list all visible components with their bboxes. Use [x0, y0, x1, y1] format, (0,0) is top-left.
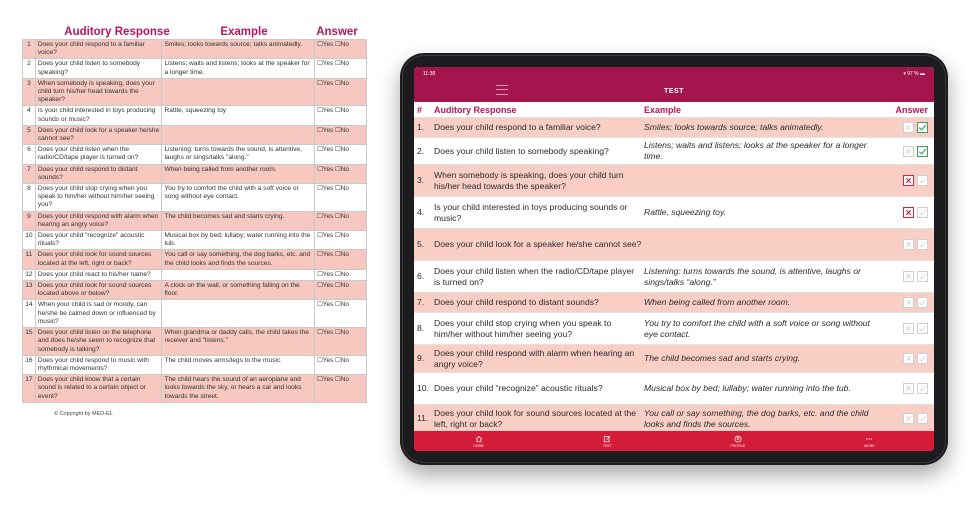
- paper-row: [23, 78, 367, 106]
- paper-row-answer: ☐Yes ☐No: [315, 211, 367, 230]
- column-headers: [414, 102, 934, 118]
- paper-row-example: [162, 300, 315, 328]
- question-number: 11.: [417, 413, 429, 423]
- paper-row-question: Does your child respond to distant sounds?: [35, 164, 162, 183]
- paper-row-num: 9: [23, 211, 36, 230]
- question-row: [414, 138, 934, 165]
- paper-row-example: [162, 125, 315, 144]
- paper-header: [22, 22, 367, 38]
- example-text: You call or say something, the dog barks, etc. and the child looks and finds the sources.: [644, 407, 869, 429]
- question-text: Is your child interested in toys producing sounds or music?: [434, 201, 628, 223]
- question-row: [414, 345, 934, 373]
- question-number: 1.: [417, 122, 425, 132]
- answer-controls: [880, 353, 934, 364]
- question-list[interactable]: [414, 118, 934, 431]
- yes-checkbox-icon[interactable]: [917, 122, 928, 133]
- no-checkbox-icon[interactable]: [903, 175, 914, 186]
- yes-checkbox-icon[interactable]: [917, 271, 928, 282]
- paper-row-answer: ☐Yes ☐No: [315, 59, 367, 78]
- answer-controls: [880, 239, 934, 250]
- no-checkbox-icon[interactable]: [903, 323, 914, 334]
- paper-row: [23, 355, 367, 374]
- question-row: [414, 118, 934, 138]
- paper-row-answer: ☐Yes ☐No: [315, 281, 367, 300]
- paper-row: [23, 106, 367, 125]
- answer-controls: [880, 323, 934, 334]
- paper-row-num: 14: [23, 300, 36, 328]
- example-text: Rattle, squeezing toy.: [644, 207, 727, 217]
- paper-row-example: The child becomes sad and starts crying.: [162, 211, 315, 230]
- no-checkbox-icon[interactable]: [903, 271, 914, 282]
- question-row: [414, 405, 934, 431]
- question-number: 9.: [417, 353, 425, 363]
- paper-row: [23, 125, 367, 144]
- paper-row-answer: ☐Yes ☐No: [315, 106, 367, 125]
- paper-row: [23, 231, 367, 250]
- question-text: Does your child respond to a familiar voice?: [434, 122, 601, 132]
- answer-controls: [880, 271, 934, 282]
- header-answer: Answer: [895, 104, 928, 115]
- paper-row-num: 6: [23, 145, 36, 164]
- paper-row-answer: ☐Yes ☐No: [315, 40, 367, 59]
- question-text: Does your child look for a speaker he/she cannot see?: [434, 239, 642, 249]
- paper-row-num: 3: [23, 78, 36, 106]
- paper-row-num: 5: [23, 125, 36, 144]
- paper-row-question: When somebody is speaking, does your child turn his/her head towards the speaker?: [35, 78, 162, 106]
- no-checkbox-icon[interactable]: [903, 207, 914, 218]
- paper-row: [23, 269, 367, 280]
- header-question: Auditory Response: [434, 104, 517, 115]
- more-icon: [865, 435, 873, 444]
- paper-row-question: Does your child listen to somebody speaking?: [35, 59, 162, 78]
- nav-label: HOME: [473, 443, 484, 448]
- example-text: Musical box by bed; lullaby; water running into the tub.: [644, 383, 851, 393]
- home-icon: [475, 435, 483, 444]
- paper-row: [23, 164, 367, 183]
- example-text: When being called from another room.: [644, 297, 791, 307]
- yes-checkbox-icon[interactable]: [917, 207, 928, 218]
- nav-label: MORE: [864, 443, 875, 448]
- paper-row-num: 10: [23, 231, 36, 250]
- paper-row: [23, 250, 367, 269]
- question-text: Does your child stop crying when you speak to him/her without him/her seeing you?: [434, 317, 612, 339]
- no-checkbox-icon[interactable]: [903, 239, 914, 250]
- paper-row-num: 2: [23, 59, 36, 78]
- paper-row-num: 16: [23, 355, 36, 374]
- app-bar: [414, 80, 934, 102]
- bottom-nav: [414, 431, 934, 451]
- nav-label: PROFILE: [730, 443, 746, 448]
- paper-row: [23, 375, 367, 403]
- paper-questionnaire: [22, 22, 367, 417]
- paper-row-question: Does your child react to his/her name?: [35, 269, 162, 280]
- yes-checkbox-icon[interactable]: [917, 239, 928, 250]
- app-title: TEST: [664, 87, 684, 95]
- paper-row-example: A clock on the wall, or something falling on the floor.: [162, 281, 315, 300]
- question-number: 4.: [417, 207, 425, 217]
- paper-row-example: You try to comfort the child with a soft voice or song without eye contact.: [162, 184, 315, 212]
- answer-controls: [880, 122, 934, 133]
- paper-row-question: Does your child respond with alarm when hearing an angry voice?: [35, 211, 162, 230]
- paper-row-question: Does your child respond to music with rhythmical movements?: [35, 355, 162, 374]
- nav-profile[interactable]: [730, 435, 745, 448]
- status-time: 11:38: [423, 70, 436, 77]
- example-text: [644, 243, 880, 247]
- paper-row-num: 7: [23, 164, 36, 183]
- paper-row: [23, 211, 367, 230]
- paper-row-example: [162, 78, 315, 106]
- paper-row-num: 4: [23, 106, 36, 125]
- paper-table: [22, 39, 367, 403]
- paper-row-question: Does your child respond to a familiar voice?: [35, 40, 162, 59]
- no-checkbox-icon[interactable]: [903, 353, 914, 364]
- answer-controls: [880, 207, 934, 218]
- answer-controls: [880, 175, 934, 186]
- paper-row-example: Listening: turns towards the sound, is attentive, laughs or sings/talks "along.": [162, 145, 315, 164]
- question-text: Does your child look for sound sources located at the left, right or back?: [434, 407, 637, 429]
- paper-row-answer: ☐Yes ☐No: [315, 269, 367, 280]
- example-text: [644, 179, 880, 183]
- paper-row-num: 12: [23, 269, 36, 280]
- paper-row-question: Is your child interested in toys producing sounds or music?: [35, 106, 162, 125]
- paper-row-num: 8: [23, 184, 36, 212]
- question-row: [414, 293, 934, 313]
- paper-row-question: Does your child look for a speaker he/she cannot see?: [35, 125, 162, 144]
- paper-row: [23, 184, 367, 212]
- question-number: 5.: [417, 239, 425, 249]
- paper-row-answer: ☐Yes ☐No: [315, 250, 367, 269]
- paper-row: [23, 145, 367, 164]
- paper-row-question: Does your child "recognize" acoustic rituals?: [35, 231, 162, 250]
- paper-row-question: Does your child look for sound sources located at the left, right or back?: [35, 250, 162, 269]
- paper-row-example: When being called from another room.: [162, 164, 315, 183]
- paper-header-question: Auditory Response: [64, 26, 170, 38]
- question-text: Does your child respond to distant sounds?: [434, 297, 599, 307]
- paper-row-example: The child hears the sound of an aeroplane and looks towards the sky, or hears a car and looks towards the street.: [162, 375, 315, 403]
- question-row: [414, 373, 934, 405]
- nav-home[interactable]: [473, 435, 484, 448]
- header-num: #: [417, 104, 423, 115]
- yes-checkbox-icon[interactable]: [917, 323, 928, 334]
- question-number: 3.: [417, 175, 425, 185]
- paper-row-answer: ☐Yes ☐No: [315, 300, 367, 328]
- question-row: [414, 165, 934, 197]
- status-battery: ▾ 97 % ▬: [903, 70, 925, 77]
- paper-row-answer: ☐Yes ☐No: [315, 145, 367, 164]
- yes-checkbox-icon[interactable]: [917, 297, 928, 308]
- question-text: When somebody is speaking, does your child turn his/her head towards the speaker?: [434, 169, 624, 191]
- example-text: Smiles; looks towards source; talks animatedly.: [644, 122, 824, 132]
- nav-more[interactable]: [864, 435, 875, 448]
- paper-row-num: 17: [23, 375, 36, 403]
- question-number: 10.: [417, 383, 429, 393]
- yes-checkbox-icon[interactable]: [917, 353, 928, 364]
- yes-checkbox-icon[interactable]: [917, 175, 928, 186]
- example-text: The child becomes sad and starts crying.: [644, 353, 801, 363]
- paper-row-answer: ☐Yes ☐No: [315, 375, 367, 403]
- paper-row-question: Does your child listen on the telephone and does he/she seem to recognize that somebody is talking?: [35, 328, 162, 356]
- nav-label: TEST: [602, 443, 612, 448]
- question-number: 8.: [417, 323, 425, 333]
- answer-controls: [880, 297, 934, 308]
- example-text: You try to comfort the child with a soft voice or song without eye contact.: [644, 317, 870, 339]
- paper-row-example: Smiles; looks towards source; talks animatedly.: [162, 40, 315, 59]
- edit-icon: [603, 435, 611, 444]
- tablet-device: [400, 53, 948, 465]
- profile-icon: [734, 435, 742, 444]
- paper-header-answer: Answer: [316, 26, 358, 38]
- paper-row: [23, 59, 367, 78]
- paper-row-example: You call or say something, the dog barks, etc. and the child looks and finds the sources.: [162, 250, 315, 269]
- no-checkbox-icon[interactable]: [903, 122, 914, 133]
- yes-checkbox-icon[interactable]: [917, 413, 928, 424]
- paper-row-num: 13: [23, 281, 36, 300]
- no-checkbox-icon[interactable]: [903, 383, 914, 394]
- paper-row-question: When your child is sad or moody, can he/she be calmed down or influenced by music?: [35, 300, 162, 328]
- paper-row: [23, 40, 367, 59]
- nav-test[interactable]: [603, 435, 612, 448]
- answer-controls: [880, 413, 934, 424]
- paper-row-num: 15: [23, 328, 36, 356]
- paper-row-num: 11: [23, 250, 36, 269]
- paper-row-answer: ☐Yes ☐No: [315, 78, 367, 106]
- paper-row-answer: ☐Yes ☐No: [315, 355, 367, 374]
- paper-row-example: When grandma or daddy calls, the child takes the receiver and "listens.": [162, 328, 315, 356]
- paper-row-question: Does your child listen when the radio/CD/tape player is turned on?: [35, 145, 162, 164]
- question-row: [414, 229, 934, 261]
- paper-row-example: Musical box by bed; lullaby; water running into the tub.: [162, 231, 315, 250]
- question-number: 6.: [417, 271, 425, 281]
- question-row: [414, 313, 934, 345]
- paper-row: [23, 281, 367, 300]
- copyright: © Copyright by MED-EL: [54, 410, 113, 417]
- header-example: Example: [644, 104, 682, 115]
- question-text: Does your child “recognize” acoustic rituals?: [434, 383, 603, 393]
- question-number: 7.: [417, 297, 425, 307]
- paper-row-example: The child moves arms/legs to the music.: [162, 355, 315, 374]
- question-row: [414, 261, 934, 293]
- paper-row-example: Listens; waits and listens; looks at the speaker for a longer time.: [162, 59, 315, 78]
- status-bar: [414, 67, 934, 80]
- yes-checkbox-icon[interactable]: [917, 146, 928, 157]
- example-text: Listens; waits and listens; looks at the speaker for a longer time.: [644, 140, 867, 161]
- question-text: Does your child respond with alarm when hearing an angry voice?: [434, 347, 635, 369]
- paper-row-answer: ☐Yes ☐No: [315, 125, 367, 144]
- paper-row-question: Does your child know that a certain sound is related to a certain object or event?: [35, 375, 162, 403]
- paper-row-question: Does your child stop crying when you speak to him/her without him/her seeing you?: [35, 184, 162, 212]
- answer-controls: [880, 383, 934, 394]
- question-text: Does your child listen when the radio/CD/tape player is turned on?: [434, 265, 635, 287]
- question-number: 2.: [417, 145, 425, 156]
- no-checkbox-icon[interactable]: [903, 413, 914, 424]
- paper-row-answer: ☐Yes ☐No: [315, 231, 367, 250]
- yes-checkbox-icon[interactable]: [917, 383, 928, 394]
- no-checkbox-icon[interactable]: [903, 146, 914, 157]
- paper-row-example: Rattle, squeezing toy: [162, 106, 315, 125]
- paper-row-answer: ☐Yes ☐No: [315, 164, 367, 183]
- question-row: [414, 197, 934, 229]
- paper-row-answer: ☐Yes ☐No: [315, 328, 367, 356]
- question-text: Does your child listen to somebody speaking?: [434, 145, 609, 156]
- paper-row: [23, 328, 367, 356]
- paper-row-example: [162, 269, 315, 280]
- example-text: Listening: turns towards the sound, is attentive, laughs or sings/talks “along.”: [644, 265, 861, 287]
- paper-row-question: Does your child look for sound sources located above or below?: [35, 281, 162, 300]
- no-checkbox-icon[interactable]: [903, 297, 914, 308]
- answer-controls: [880, 146, 934, 157]
- paper-row-num: 1: [23, 40, 36, 59]
- tablet-screen: [414, 67, 934, 451]
- paper-row-answer: ☐Yes ☐No: [315, 184, 367, 212]
- paper-row: [23, 300, 367, 328]
- paper-header-example: Example: [220, 26, 268, 38]
